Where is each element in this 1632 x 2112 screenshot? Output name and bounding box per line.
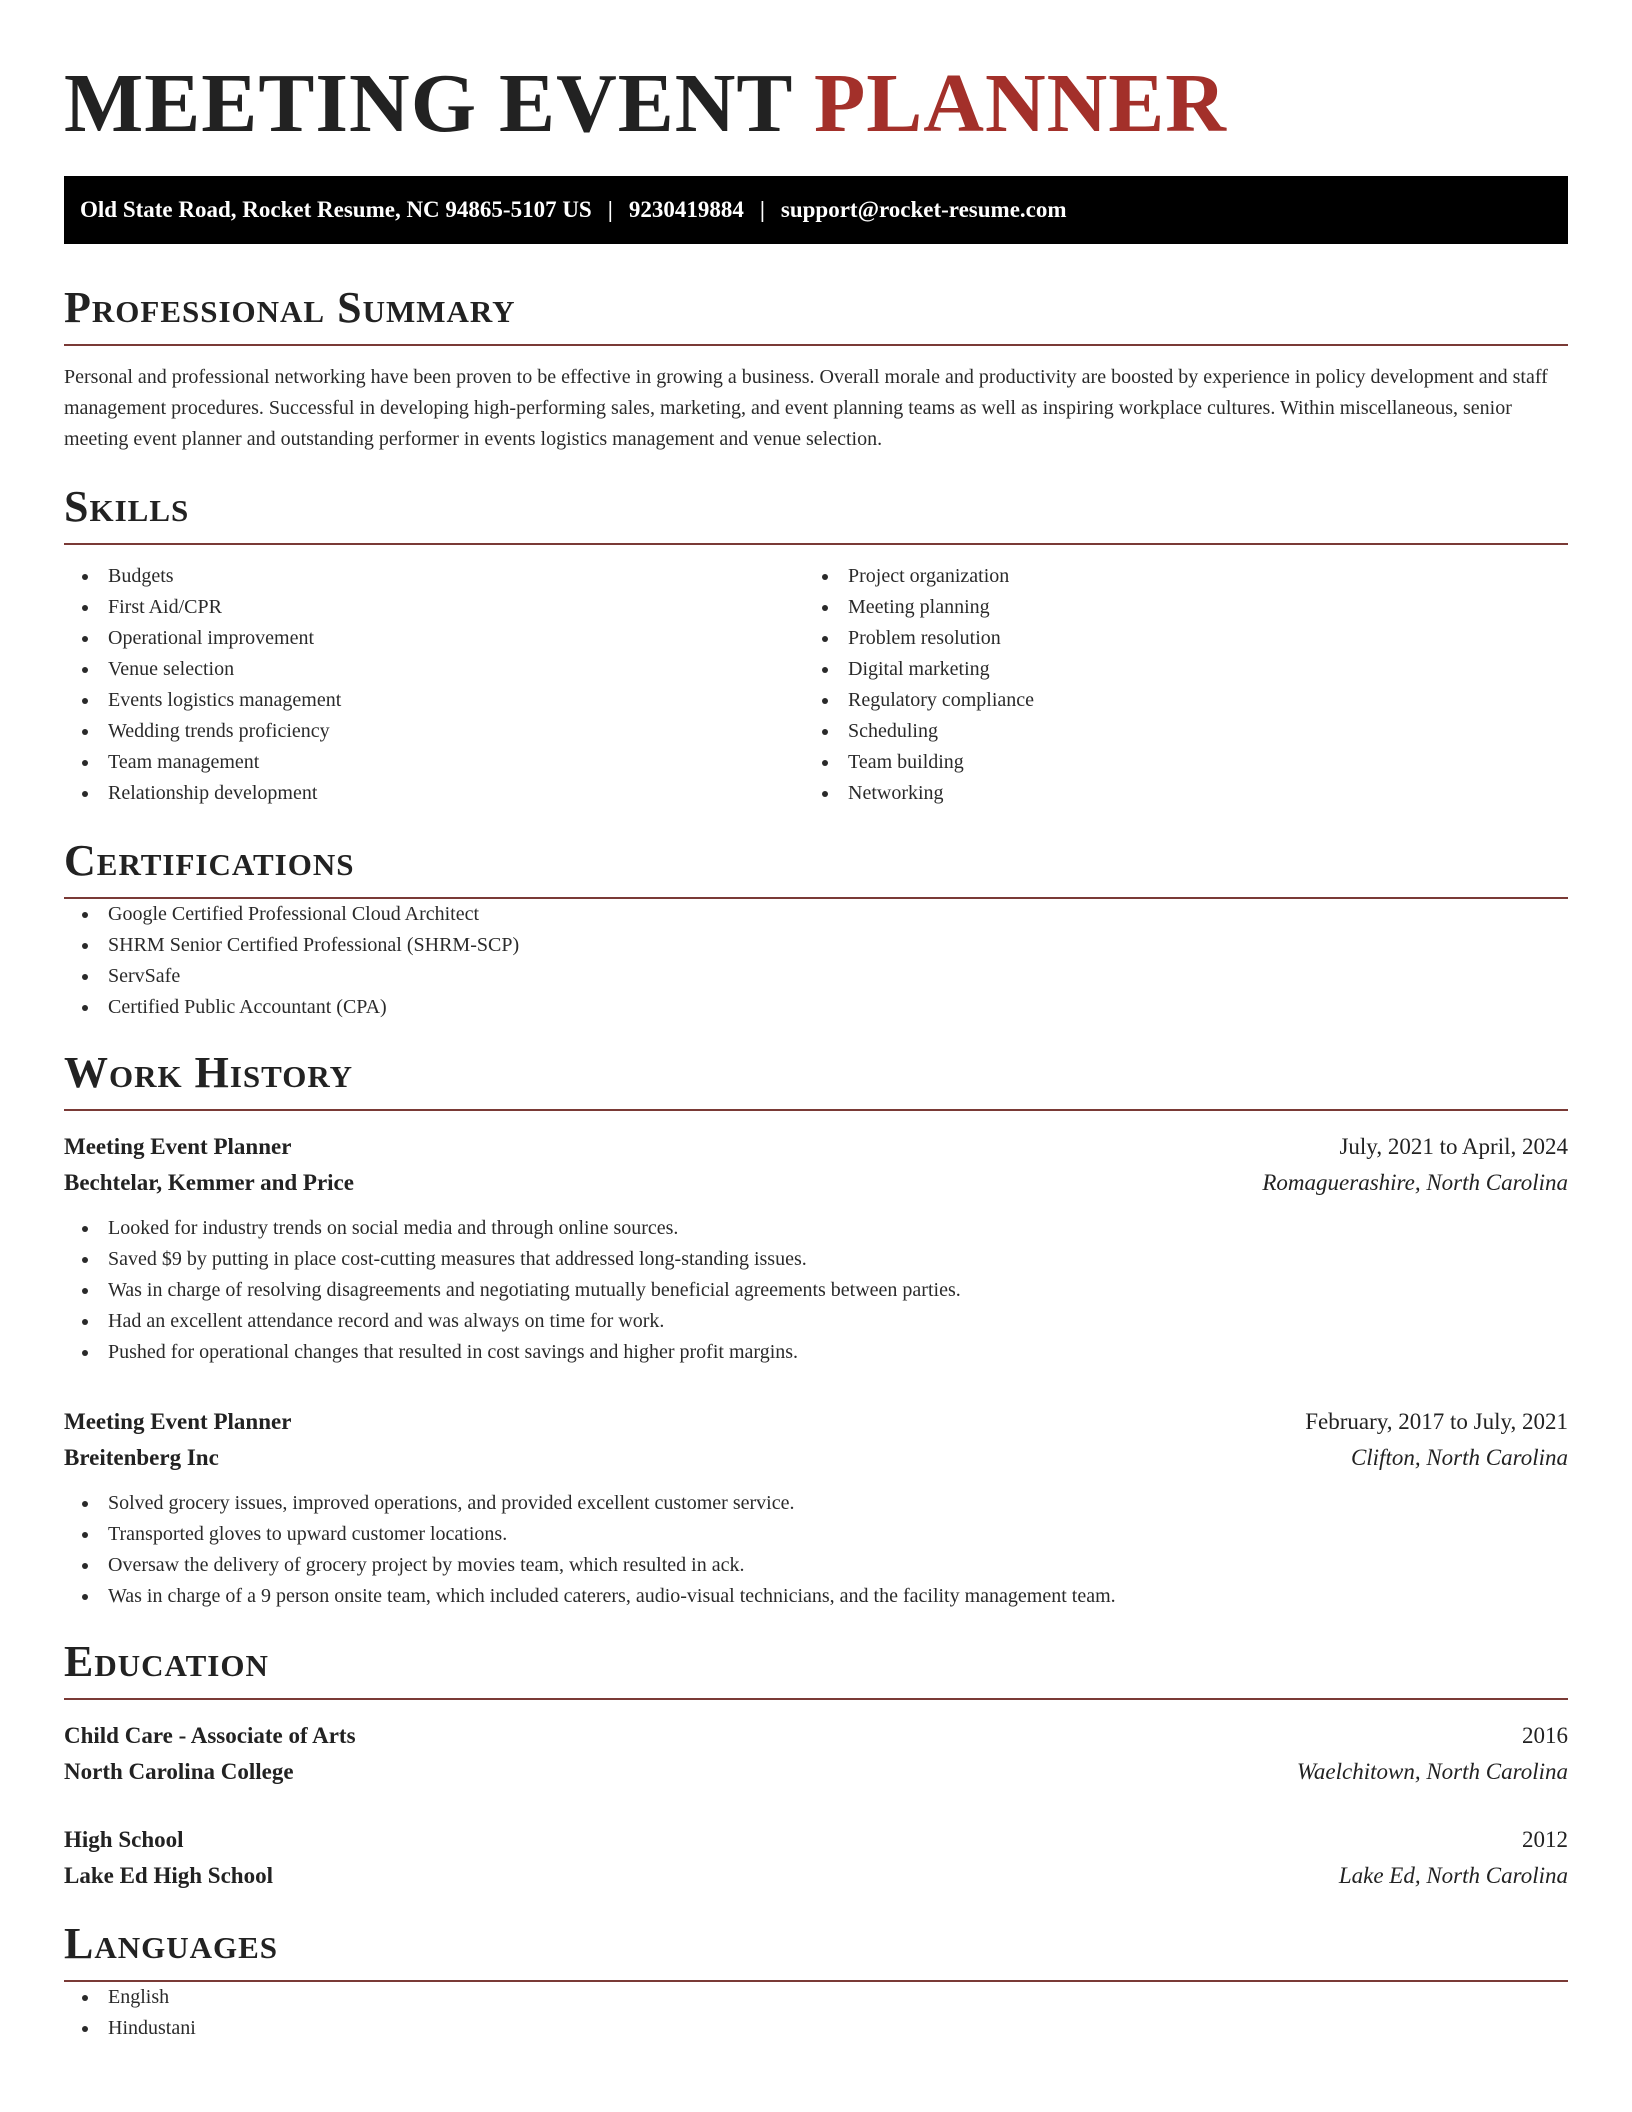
skills-list-right <box>804 561 1544 809</box>
skill-item: Team building <box>804 747 1544 778</box>
job-header-row <box>64 1404 1568 1440</box>
skill-item: Events logistics management <box>64 685 804 716</box>
job-bullet: Pushed for operational changes that resulted in cost savings and higher profit margins. <box>64 1337 1568 1368</box>
education-school: Lake Ed High School <box>64 1863 273 1888</box>
skill-item: Digital marketing <box>804 654 1544 685</box>
contact-address: Old State Road, Rocket Resume, NC 94865-5107 US <box>80 197 592 222</box>
job-bullet: Looked for industry trends on social media and through online sources. <box>64 1213 1568 1244</box>
skill-item: Venue selection <box>64 654 804 685</box>
job-bullets <box>64 1488 1568 1612</box>
certification-item: ServSafe <box>64 961 1568 992</box>
job-role: Meeting Event Planner <box>64 1409 292 1434</box>
languages-section <box>64 1918 1568 2044</box>
skill-item: Relationship development <box>64 778 804 809</box>
skill-item: Networking <box>804 778 1544 809</box>
skill-item: Meeting planning <box>804 592 1544 623</box>
job-dates: July, 2021 to April, 2024 <box>1339 1134 1568 1159</box>
name-main: MEETING EVENT <box>64 57 792 150</box>
education-title: Education <box>64 1636 1568 1700</box>
job-company: Bechtelar, Kemmer and Price <box>64 1170 354 1195</box>
skill-item: Problem resolution <box>804 623 1544 654</box>
language-item: Hindustani <box>64 2013 1568 2044</box>
contact-email: support@rocket-resume.com <box>780 197 1067 222</box>
work-history-section <box>64 1047 1568 1612</box>
job-bullet: Was in charge of a 9 person onsite team, which included caterers, audio-visual technicians, and the facility management team. <box>64 1581 1568 1612</box>
skills-section <box>64 481 1568 809</box>
job-company-row <box>64 1440 1568 1476</box>
education-year: 2012 <box>1522 1827 1568 1852</box>
skill-item: Scheduling <box>804 716 1544 747</box>
skill-item: First Aid/CPR <box>64 592 804 623</box>
skills-title: Skills <box>64 481 1568 545</box>
languages-title: Languages <box>64 1918 1568 1982</box>
skill-item: Project organization <box>804 561 1544 592</box>
job-location: Clifton, North Carolina <box>1350 1445 1568 1470</box>
education-location: Lake Ed, North Carolina <box>1338 1863 1568 1888</box>
name-accent: PLANNER <box>813 57 1227 150</box>
job-role: Meeting Event Planner <box>64 1134 292 1159</box>
skill-item: Operational improvement <box>64 623 804 654</box>
work-history-title: Work History <box>64 1047 1568 1111</box>
certification-item: Google Certified Professional Cloud Architect <box>64 899 1568 930</box>
contact-separator: | <box>759 197 765 222</box>
skill-item: Regulatory compliance <box>804 685 1544 716</box>
job-bullet: Had an excellent attendance record and was always on time for work. <box>64 1306 1568 1337</box>
job-bullet: Saved $9 by putting in place cost-cutting measures that addressed long-standing issues. <box>64 1244 1568 1275</box>
language-item: English <box>64 1982 1568 2013</box>
certifications-list <box>64 899 1568 1023</box>
job-bullet: Oversaw the delivery of grocery project by movies team, which resulted in ack. <box>64 1550 1568 1581</box>
education-entry <box>64 1718 1568 1790</box>
job-bullet: Solved grocery issues, improved operations, and provided excellent customer service. <box>64 1488 1568 1519</box>
job-company: Breitenberg Inc <box>64 1445 219 1470</box>
job-entry <box>64 1129 1568 1368</box>
certifications-title: Certifications <box>64 835 1568 899</box>
resume-name <box>64 56 1568 152</box>
education-degree-row <box>64 1822 1568 1858</box>
skill-item: Budgets <box>64 561 804 592</box>
contact-separator: | <box>607 197 613 222</box>
education-location: Waelchitown, North Carolina <box>1296 1759 1568 1784</box>
job-bullets <box>64 1213 1568 1368</box>
job-dates: February, 2017 to July, 2021 <box>1305 1409 1568 1434</box>
summary-text: Personal and professional networking have been proven to be effective in growing a business. Overall morale and productivity are boosted by experience in policy development and staff management procedures. Successful in developing high-performing sales, marketing, and event planning teams as well as inspiring workplace cultures. Within miscellaneous, senior meeting event planner and outstanding performer in events logistics management and venue selection. <box>64 366 1548 450</box>
job-bullet: Was in charge of resolving disagreements and negotiating mutually beneficial agreements between parties. <box>64 1275 1568 1306</box>
job-header-row <box>64 1129 1568 1165</box>
contact-phone: 9230419884 <box>628 197 744 222</box>
education-school-row <box>64 1754 1568 1790</box>
certification-item: Certified Public Accountant (CPA) <box>64 992 1568 1023</box>
languages-list <box>64 1982 1568 2044</box>
summary-section <box>64 282 1568 455</box>
certifications-section <box>64 835 1568 1023</box>
education-year: 2016 <box>1522 1723 1568 1748</box>
education-section <box>64 1636 1568 1894</box>
skills-list-left <box>64 561 804 809</box>
education-degree-row <box>64 1718 1568 1754</box>
education-school: North Carolina College <box>64 1759 294 1784</box>
skill-item: Team management <box>64 747 804 778</box>
education-entry <box>64 1822 1568 1894</box>
skill-item: Wedding trends proficiency <box>64 716 804 747</box>
contact-bar <box>64 176 1568 244</box>
education-degree: Child Care - Associate of Arts <box>64 1723 356 1748</box>
skills-columns <box>64 561 1568 809</box>
certification-item: SHRM Senior Certified Professional (SHRM-SCP) <box>64 930 1568 961</box>
education-degree: High School <box>64 1827 184 1852</box>
job-company-row <box>64 1165 1568 1201</box>
summary-title: Professional Summary <box>64 282 1568 346</box>
job-entry <box>64 1404 1568 1612</box>
job-bullet: Transported gloves to upward customer locations. <box>64 1519 1568 1550</box>
job-location: Romaguerashire, North Carolina <box>1262 1170 1568 1195</box>
education-school-row <box>64 1858 1568 1894</box>
